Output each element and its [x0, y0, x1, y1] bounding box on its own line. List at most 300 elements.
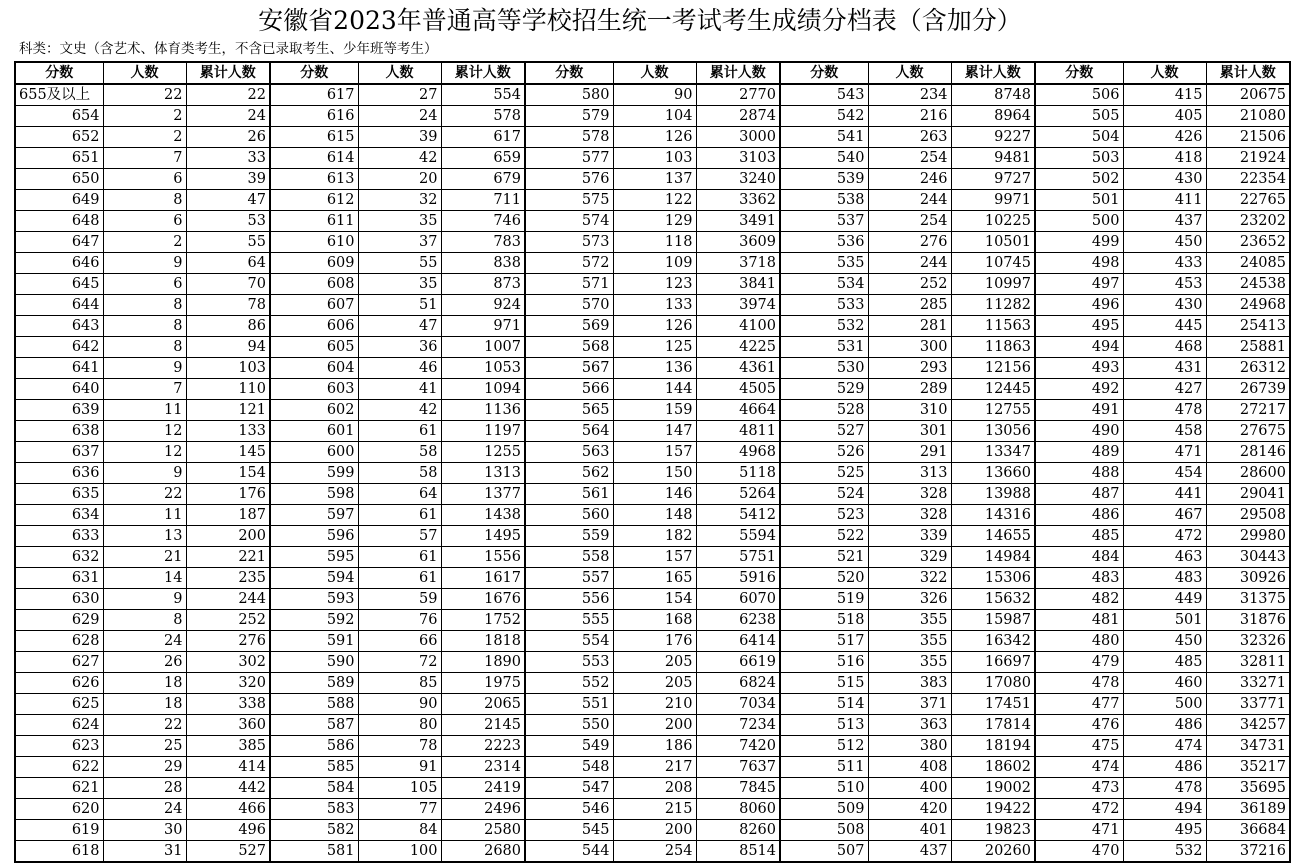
count-cell: 6 [103, 169, 186, 190]
score-cell: 531 [780, 337, 868, 358]
cumulative-cell: 360 [186, 715, 270, 736]
score-cell: 497 [1035, 274, 1123, 295]
count-cell: 159 [613, 400, 696, 421]
cumulative-cell: 6619 [696, 652, 780, 673]
cumulative-cell: 235 [186, 568, 270, 589]
score-cell: 553 [525, 652, 613, 673]
score-cell: 599 [270, 463, 358, 484]
count-cell: 289 [868, 379, 951, 400]
count-cell: 32 [358, 190, 441, 211]
header-cumulative: 累计人数 [186, 62, 270, 84]
count-cell: 339 [868, 526, 951, 547]
score-cell: 506 [1035, 84, 1123, 106]
cumulative-cell: 2314 [441, 757, 525, 778]
cumulative-cell: 39 [186, 169, 270, 190]
cumulative-cell: 7637 [696, 757, 780, 778]
score-cell: 520 [780, 568, 868, 589]
count-cell: 76 [358, 610, 441, 631]
cumulative-cell: 5916 [696, 568, 780, 589]
count-cell: 313 [868, 463, 951, 484]
score-cell: 476 [1035, 715, 1123, 736]
cumulative-cell: 9481 [951, 148, 1035, 169]
score-cell: 650 [15, 169, 103, 190]
cumulative-cell: 24085 [1206, 253, 1290, 274]
score-cell: 529 [780, 379, 868, 400]
cumulative-cell: 2223 [441, 736, 525, 757]
count-cell: 182 [613, 526, 696, 547]
cumulative-cell: 711 [441, 190, 525, 211]
count-cell: 478 [1123, 778, 1206, 799]
score-cell: 521 [780, 547, 868, 568]
table-row [15, 610, 1290, 631]
score-cell: 573 [525, 232, 613, 253]
score-cell: 495 [1035, 316, 1123, 337]
count-cell: 61 [358, 505, 441, 526]
cumulative-cell: 29041 [1206, 484, 1290, 505]
score-cell: 651 [15, 148, 103, 169]
score-cell: 583 [270, 799, 358, 820]
header-cumulative: 累计人数 [696, 62, 780, 84]
count-cell: 437 [868, 841, 951, 863]
score-cell: 527 [780, 421, 868, 442]
cumulative-cell: 3974 [696, 295, 780, 316]
score-cell: 549 [525, 736, 613, 757]
count-cell: 401 [868, 820, 951, 841]
count-cell: 210 [613, 694, 696, 715]
count-cell: 383 [868, 673, 951, 694]
table-row [15, 820, 1290, 841]
cumulative-cell: 9971 [951, 190, 1035, 211]
count-cell: 150 [613, 463, 696, 484]
count-cell: 61 [358, 568, 441, 589]
score-cell: 470 [1035, 841, 1123, 863]
cumulative-cell: 1438 [441, 505, 525, 526]
count-cell: 176 [613, 631, 696, 652]
count-cell: 37 [358, 232, 441, 253]
count-cell: 104 [613, 106, 696, 127]
count-cell: 126 [613, 316, 696, 337]
cumulative-cell: 338 [186, 694, 270, 715]
count-cell: 501 [1123, 610, 1206, 631]
score-cell: 534 [780, 274, 868, 295]
cumulative-cell: 1313 [441, 463, 525, 484]
count-cell: 252 [868, 274, 951, 295]
cumulative-cell: 33771 [1206, 694, 1290, 715]
count-cell: 355 [868, 610, 951, 631]
cumulative-cell: 1676 [441, 589, 525, 610]
count-cell: 263 [868, 127, 951, 148]
score-cell: 515 [780, 673, 868, 694]
score-cell: 630 [15, 589, 103, 610]
table-row [15, 400, 1290, 421]
score-cell: 621 [15, 778, 103, 799]
cumulative-cell: 3609 [696, 232, 780, 253]
cumulative-cell: 1007 [441, 337, 525, 358]
table-body [15, 84, 1290, 862]
count-cell: 449 [1123, 589, 1206, 610]
count-cell: 471 [1123, 442, 1206, 463]
cumulative-cell: 55 [186, 232, 270, 253]
count-cell: 355 [868, 631, 951, 652]
score-cell: 614 [270, 148, 358, 169]
table-row [15, 694, 1290, 715]
count-cell: 57 [358, 526, 441, 547]
score-cell: 584 [270, 778, 358, 799]
cumulative-cell: 13347 [951, 442, 1035, 463]
score-cell: 564 [525, 421, 613, 442]
score-cell: 505 [1035, 106, 1123, 127]
score-cell: 491 [1035, 400, 1123, 421]
table-row [15, 358, 1290, 379]
cumulative-cell: 7845 [696, 778, 780, 799]
score-cell: 541 [780, 127, 868, 148]
table-row [15, 316, 1290, 337]
score-cell: 538 [780, 190, 868, 211]
score-cell: 585 [270, 757, 358, 778]
score-cell: 619 [15, 820, 103, 841]
count-cell: 418 [1123, 148, 1206, 169]
count-cell: 363 [868, 715, 951, 736]
cumulative-cell: 3491 [696, 211, 780, 232]
count-cell: 46 [358, 358, 441, 379]
count-cell: 77 [358, 799, 441, 820]
count-cell: 254 [613, 841, 696, 863]
count-cell: 51 [358, 295, 441, 316]
cumulative-cell: 3103 [696, 148, 780, 169]
cumulative-cell: 33271 [1206, 673, 1290, 694]
score-cell: 559 [525, 526, 613, 547]
cumulative-cell: 617 [441, 127, 525, 148]
cumulative-cell: 13660 [951, 463, 1035, 484]
count-cell: 400 [868, 778, 951, 799]
cumulative-cell: 14316 [951, 505, 1035, 526]
count-cell: 154 [613, 589, 696, 610]
cumulative-cell: 86 [186, 316, 270, 337]
cumulative-cell: 18194 [951, 736, 1035, 757]
header-cumulative: 累计人数 [441, 62, 525, 84]
score-cell: 554 [525, 631, 613, 652]
score-cell: 513 [780, 715, 868, 736]
score-cell: 600 [270, 442, 358, 463]
cumulative-cell: 20260 [951, 841, 1035, 863]
count-cell: 430 [1123, 295, 1206, 316]
cumulative-cell: 21924 [1206, 148, 1290, 169]
count-cell: 22 [103, 84, 186, 106]
count-cell: 426 [1123, 127, 1206, 148]
score-cell: 624 [15, 715, 103, 736]
score-cell: 605 [270, 337, 358, 358]
count-cell: 91 [358, 757, 441, 778]
count-cell: 90 [613, 84, 696, 106]
count-cell: 47 [358, 316, 441, 337]
cumulative-cell: 924 [441, 295, 525, 316]
cumulative-cell: 64 [186, 253, 270, 274]
cumulative-cell: 25413 [1206, 316, 1290, 337]
score-cell: 643 [15, 316, 103, 337]
count-cell: 532 [1123, 841, 1206, 863]
table-row [15, 673, 1290, 694]
cumulative-cell: 24968 [1206, 295, 1290, 316]
cumulative-cell: 2874 [696, 106, 780, 127]
count-cell: 205 [613, 673, 696, 694]
score-cell: 545 [525, 820, 613, 841]
cumulative-cell: 28600 [1206, 463, 1290, 484]
score-cell: 508 [780, 820, 868, 841]
cumulative-cell: 1094 [441, 379, 525, 400]
cumulative-cell: 1752 [441, 610, 525, 631]
score-cell: 523 [780, 505, 868, 526]
cumulative-cell: 21080 [1206, 106, 1290, 127]
header-count: 人数 [103, 62, 186, 84]
cumulative-cell: 746 [441, 211, 525, 232]
cumulative-cell: 17451 [951, 694, 1035, 715]
table-row [15, 337, 1290, 358]
score-cell: 546 [525, 799, 613, 820]
header-count: 人数 [358, 62, 441, 84]
count-cell: 8 [103, 337, 186, 358]
count-cell: 35 [358, 211, 441, 232]
count-cell: 405 [1123, 106, 1206, 127]
score-cell: 648 [15, 211, 103, 232]
header-cumulative: 累计人数 [951, 62, 1035, 84]
cumulative-cell: 110 [186, 379, 270, 400]
score-cell: 558 [525, 547, 613, 568]
cumulative-cell: 12156 [951, 358, 1035, 379]
score-cell: 598 [270, 484, 358, 505]
count-cell: 285 [868, 295, 951, 316]
count-cell: 9 [103, 253, 186, 274]
table-row [15, 484, 1290, 505]
cumulative-cell: 971 [441, 316, 525, 337]
table-row [15, 421, 1290, 442]
cumulative-cell: 187 [186, 505, 270, 526]
cumulative-cell: 554 [441, 84, 525, 106]
score-cell: 610 [270, 232, 358, 253]
cumulative-cell: 8964 [951, 106, 1035, 127]
score-cell: 478 [1035, 673, 1123, 694]
cumulative-cell: 30443 [1206, 547, 1290, 568]
cumulative-cell: 10225 [951, 211, 1035, 232]
count-cell: 246 [868, 169, 951, 190]
score-cell: 575 [525, 190, 613, 211]
score-cell: 647 [15, 232, 103, 253]
count-cell: 72 [358, 652, 441, 673]
header-score: 分数 [15, 62, 103, 84]
score-cell: 533 [780, 295, 868, 316]
score-cell: 591 [270, 631, 358, 652]
cumulative-cell: 8748 [951, 84, 1035, 106]
count-cell: 64 [358, 484, 441, 505]
score-cell: 479 [1035, 652, 1123, 673]
count-cell: 9 [103, 463, 186, 484]
score-cell: 612 [270, 190, 358, 211]
score-cell: 615 [270, 127, 358, 148]
table-row [15, 379, 1290, 400]
score-cell: 535 [780, 253, 868, 274]
count-cell: 460 [1123, 673, 1206, 694]
score-cell: 594 [270, 568, 358, 589]
count-cell: 329 [868, 547, 951, 568]
count-cell: 430 [1123, 169, 1206, 190]
score-cell: 480 [1035, 631, 1123, 652]
score-cell: 606 [270, 316, 358, 337]
count-cell: 22 [103, 484, 186, 505]
cumulative-cell: 1617 [441, 568, 525, 589]
cumulative-cell: 1053 [441, 358, 525, 379]
cumulative-cell: 7034 [696, 694, 780, 715]
count-cell: 463 [1123, 547, 1206, 568]
count-cell: 7 [103, 379, 186, 400]
cumulative-cell: 2580 [441, 820, 525, 841]
count-cell: 118 [613, 232, 696, 253]
count-cell: 147 [613, 421, 696, 442]
score-cell: 471 [1035, 820, 1123, 841]
cumulative-cell: 1377 [441, 484, 525, 505]
cumulative-cell: 35217 [1206, 757, 1290, 778]
count-cell: 6 [103, 211, 186, 232]
cumulative-cell: 1255 [441, 442, 525, 463]
cumulative-cell: 466 [186, 799, 270, 820]
cumulative-cell: 16342 [951, 631, 1035, 652]
cumulative-cell: 70 [186, 274, 270, 295]
score-cell: 581 [270, 841, 358, 863]
cumulative-cell: 6824 [696, 673, 780, 694]
score-cell: 539 [780, 169, 868, 190]
count-cell: 125 [613, 337, 696, 358]
count-cell: 483 [1123, 568, 1206, 589]
count-cell: 244 [868, 190, 951, 211]
count-cell: 66 [358, 631, 441, 652]
score-cell: 622 [15, 757, 103, 778]
count-cell: 13 [103, 526, 186, 547]
count-cell: 18 [103, 673, 186, 694]
cumulative-cell: 8260 [696, 820, 780, 841]
count-cell: 144 [613, 379, 696, 400]
cumulative-cell: 9727 [951, 169, 1035, 190]
cumulative-cell: 1197 [441, 421, 525, 442]
cumulative-cell: 24538 [1206, 274, 1290, 295]
score-cell: 524 [780, 484, 868, 505]
score-cell: 627 [15, 652, 103, 673]
cumulative-cell: 4100 [696, 316, 780, 337]
score-cell: 514 [780, 694, 868, 715]
count-cell: 6 [103, 274, 186, 295]
score-cell: 607 [270, 295, 358, 316]
cumulative-cell: 10501 [951, 232, 1035, 253]
score-cell: 482 [1035, 589, 1123, 610]
score-cell: 555 [525, 610, 613, 631]
score-cell: 604 [270, 358, 358, 379]
cumulative-cell: 36189 [1206, 799, 1290, 820]
cumulative-cell: 2496 [441, 799, 525, 820]
count-cell: 31 [103, 841, 186, 863]
score-cell: 525 [780, 463, 868, 484]
count-cell: 85 [358, 673, 441, 694]
cumulative-cell: 5751 [696, 547, 780, 568]
count-cell: 165 [613, 568, 696, 589]
count-cell: 326 [868, 589, 951, 610]
count-cell: 9 [103, 589, 186, 610]
table-row [15, 253, 1290, 274]
cumulative-cell: 176 [186, 484, 270, 505]
header-count: 人数 [868, 62, 951, 84]
table-row [15, 169, 1290, 190]
score-cell: 602 [270, 400, 358, 421]
count-cell: 441 [1123, 484, 1206, 505]
score-cell: 642 [15, 337, 103, 358]
cumulative-cell: 154 [186, 463, 270, 484]
cumulative-cell: 1495 [441, 526, 525, 547]
table-row [15, 442, 1290, 463]
score-cell: 488 [1035, 463, 1123, 484]
cumulative-cell: 4225 [696, 337, 780, 358]
count-cell: 472 [1123, 526, 1206, 547]
count-cell: 380 [868, 736, 951, 757]
header-score: 分数 [270, 62, 358, 84]
count-cell: 415 [1123, 84, 1206, 106]
count-cell: 300 [868, 337, 951, 358]
count-cell: 24 [103, 631, 186, 652]
cumulative-cell: 15987 [951, 610, 1035, 631]
score-cell: 477 [1035, 694, 1123, 715]
cumulative-cell: 252 [186, 610, 270, 631]
score-cell: 509 [780, 799, 868, 820]
score-cell: 636 [15, 463, 103, 484]
cumulative-cell: 5412 [696, 505, 780, 526]
score-cell: 652 [15, 127, 103, 148]
score-cell: 501 [1035, 190, 1123, 211]
count-cell: 11 [103, 400, 186, 421]
count-cell: 100 [358, 841, 441, 863]
score-cell: 512 [780, 736, 868, 757]
table-row [15, 106, 1290, 127]
cumulative-cell: 12755 [951, 400, 1035, 421]
header-count: 人数 [1123, 62, 1206, 84]
cumulative-cell: 53 [186, 211, 270, 232]
cumulative-cell: 133 [186, 421, 270, 442]
cumulative-cell: 47 [186, 190, 270, 211]
count-cell: 61 [358, 547, 441, 568]
table-row [15, 736, 1290, 757]
cumulative-cell: 4664 [696, 400, 780, 421]
cumulative-cell: 26312 [1206, 358, 1290, 379]
cumulative-cell: 22354 [1206, 169, 1290, 190]
score-cell: 611 [270, 211, 358, 232]
score-cell: 633 [15, 526, 103, 547]
score-cell: 589 [270, 673, 358, 694]
cumulative-cell: 103 [186, 358, 270, 379]
score-cell: 646 [15, 253, 103, 274]
score-cell: 572 [525, 253, 613, 274]
score-cell: 595 [270, 547, 358, 568]
count-cell: 217 [613, 757, 696, 778]
count-cell: 129 [613, 211, 696, 232]
table-row [15, 652, 1290, 673]
score-cell: 557 [525, 568, 613, 589]
score-cell: 516 [780, 652, 868, 673]
count-cell: 8 [103, 610, 186, 631]
cumulative-cell: 8060 [696, 799, 780, 820]
count-cell: 80 [358, 715, 441, 736]
count-cell: 450 [1123, 631, 1206, 652]
count-cell: 445 [1123, 316, 1206, 337]
score-cell: 486 [1035, 505, 1123, 526]
count-cell: 433 [1123, 253, 1206, 274]
count-cell: 9 [103, 358, 186, 379]
table-row [15, 127, 1290, 148]
score-cell: 590 [270, 652, 358, 673]
cumulative-cell: 4505 [696, 379, 780, 400]
